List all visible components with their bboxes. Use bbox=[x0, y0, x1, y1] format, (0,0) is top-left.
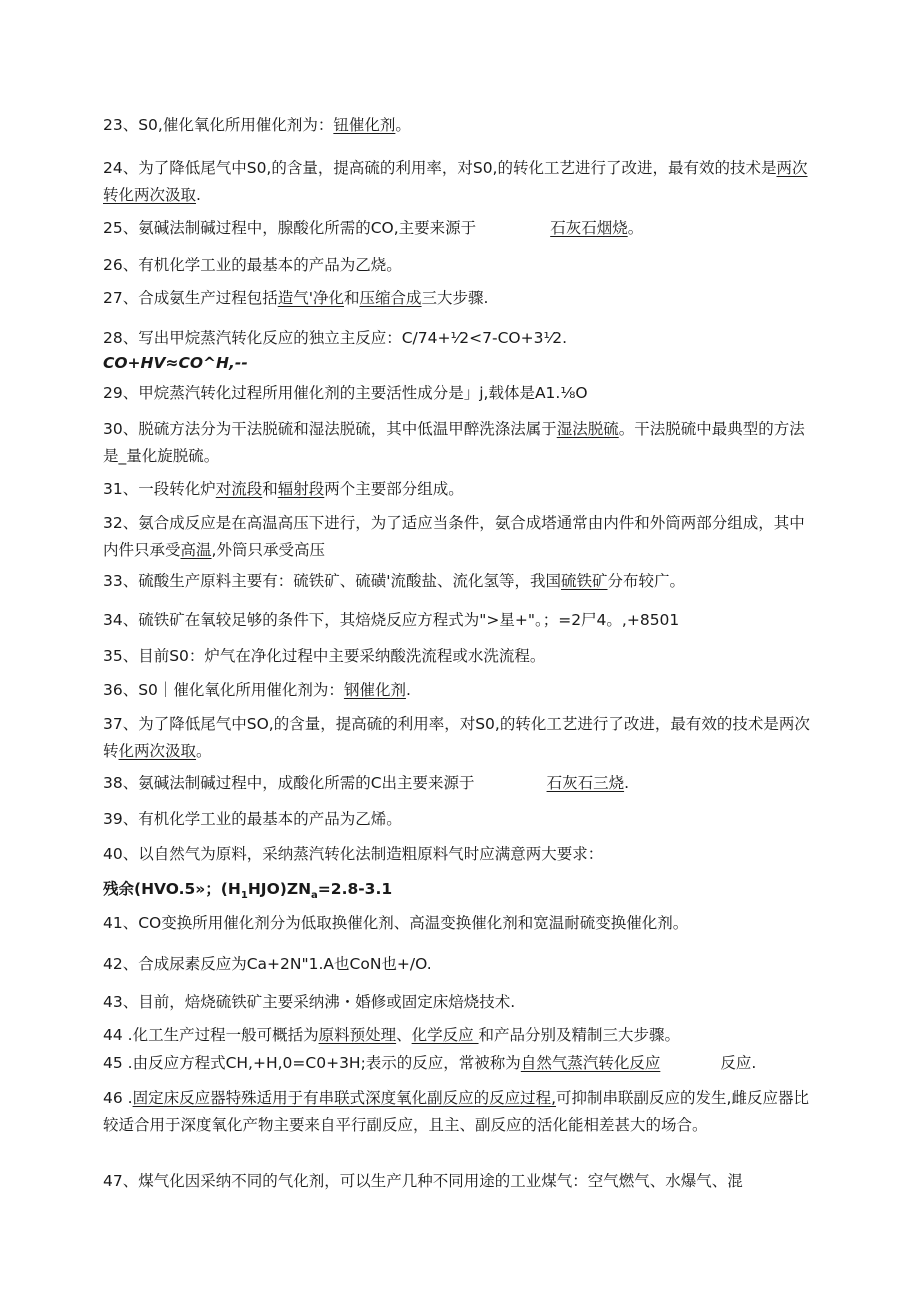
item-43: 43、目前，焙烧硫铁矿主要采纳沸・婚修或固定床焙烧技术. bbox=[103, 993, 516, 1011]
item-37: 37、为了降低尾气中SO,的含量，提高硫的利用率，对S0,的转化工艺进行了改进，最有效的技术是两次转化两次汲取。 bbox=[103, 715, 810, 760]
item-46: 46 .固定床反应器特殊适用于有串联式深度氧化副反应的反应过程,可抑制串联副反应的发生,雌反应器比较适合用于深度氧化产物主要来自平行副反应，且主、副反应的活化能相差甚大的场合。 bbox=[103, 1089, 809, 1134]
item-45: 45 .由反应方程式CH,+H,0=C0+3H;表示的反应，常被称为自然气蒸汽转化反应 反应. bbox=[103, 1054, 757, 1072]
item-35: 35、目前S0：炉气在净化过程中主要采纳酸洗流程或水洗流程。 bbox=[103, 647, 546, 665]
item-47: 47、煤气化因采纳不同的气化剂，可以生产几种不同用途的工业煤气：空气燃气、水爆气、混 bbox=[103, 1172, 743, 1190]
item-33: 33、硫酸生产原料主要有：硫铁矿、硫磺'流酸盐、流化氢等，我国硫铁矿分布较广。 bbox=[103, 572, 686, 590]
item-28: 28、写出甲烷蒸汽转化反应的独立主反应：C/74+⅟2<7-CO+3⅟2. bbox=[103, 329, 568, 347]
item-25: 25、氨碱法制碱过程中，腺酸化所需的CO,主要来源于 石灰石烟烧。 bbox=[103, 219, 644, 237]
item-26: 26、有机化学工业的最基本的产品为乙烧。 bbox=[103, 256, 402, 274]
item-24: 24、为了降低尾气中S0,的含量，提高硫的利用率，对S0,的转化工艺进行了改进，最有效的技术是两次转化两次汲取. bbox=[103, 159, 808, 204]
item-28-equation: CO+HV≈CO^H,-- bbox=[103, 354, 248, 372]
item-29: 29、甲烷蒸汽转化过程所用催化剂的主要活性成分是」j,载体是A1.⅛O bbox=[103, 384, 588, 402]
item-30: 30、脱硫方法分为干法脱硫和湿法脱硫，其中低温甲醉洗涤法属于湿法脱硫。干法脱硫中最典型的方法是_量化旋脱硫。 bbox=[103, 420, 805, 465]
item-32: 32、氨合成反应是在高温高压下进行，为了适应当条件，氨合成塔通常由内件和外筒两部分组成，其中内件只承受高温,外筒只承受高压 bbox=[103, 514, 805, 559]
item-34: 34、硫铁矿在氧较足够的条件下，其焙烧反应方程式为">星+"。；=2尸4。,+8501 bbox=[103, 611, 680, 629]
item-38: 38、氨碱法制碱过程中，成酸化所需的C出主要来源于 石灰石三烧. bbox=[103, 774, 630, 792]
item-40-formula: 残余(HVO.5»；$(H_1HJO)ZN_a=2.8-3.1$ bbox=[103, 880, 393, 902]
item-31: 31、一段转化炉对流段和辐射段两个主要部分组成。 bbox=[103, 480, 464, 498]
item-27: 27、合成氨生产过程包括造气'净化和压缩合成三大步骤. bbox=[103, 289, 489, 307]
item-39: 39、有机化学工业的最基本的产品为乙烯。 bbox=[103, 810, 402, 828]
item-36: 36、S0｜催化氧化所用催化剂为：钢催化剂. bbox=[103, 681, 411, 699]
item-42: 42、合成尿素反应为Ca+2N"1.A也CoN也+/O. bbox=[103, 955, 432, 973]
item-44: 44 .化工生产过程一般可概括为原料预处理、化学反应 和产品分别及精制三大步骤。 bbox=[103, 1026, 681, 1044]
item-40: 40、以自然气为原料，采纳蒸汽转化法制造粗原料气时应满意两大要求： bbox=[103, 845, 604, 863]
item-41: 41、CO变换所用催化剂分为低取换催化剂、高温变换催化剂和宽温耐硫变换催化剂。 bbox=[103, 914, 689, 932]
item-23: 23、S0,催化氧化所用催化剂为：钮催化剂。 bbox=[103, 116, 411, 134]
